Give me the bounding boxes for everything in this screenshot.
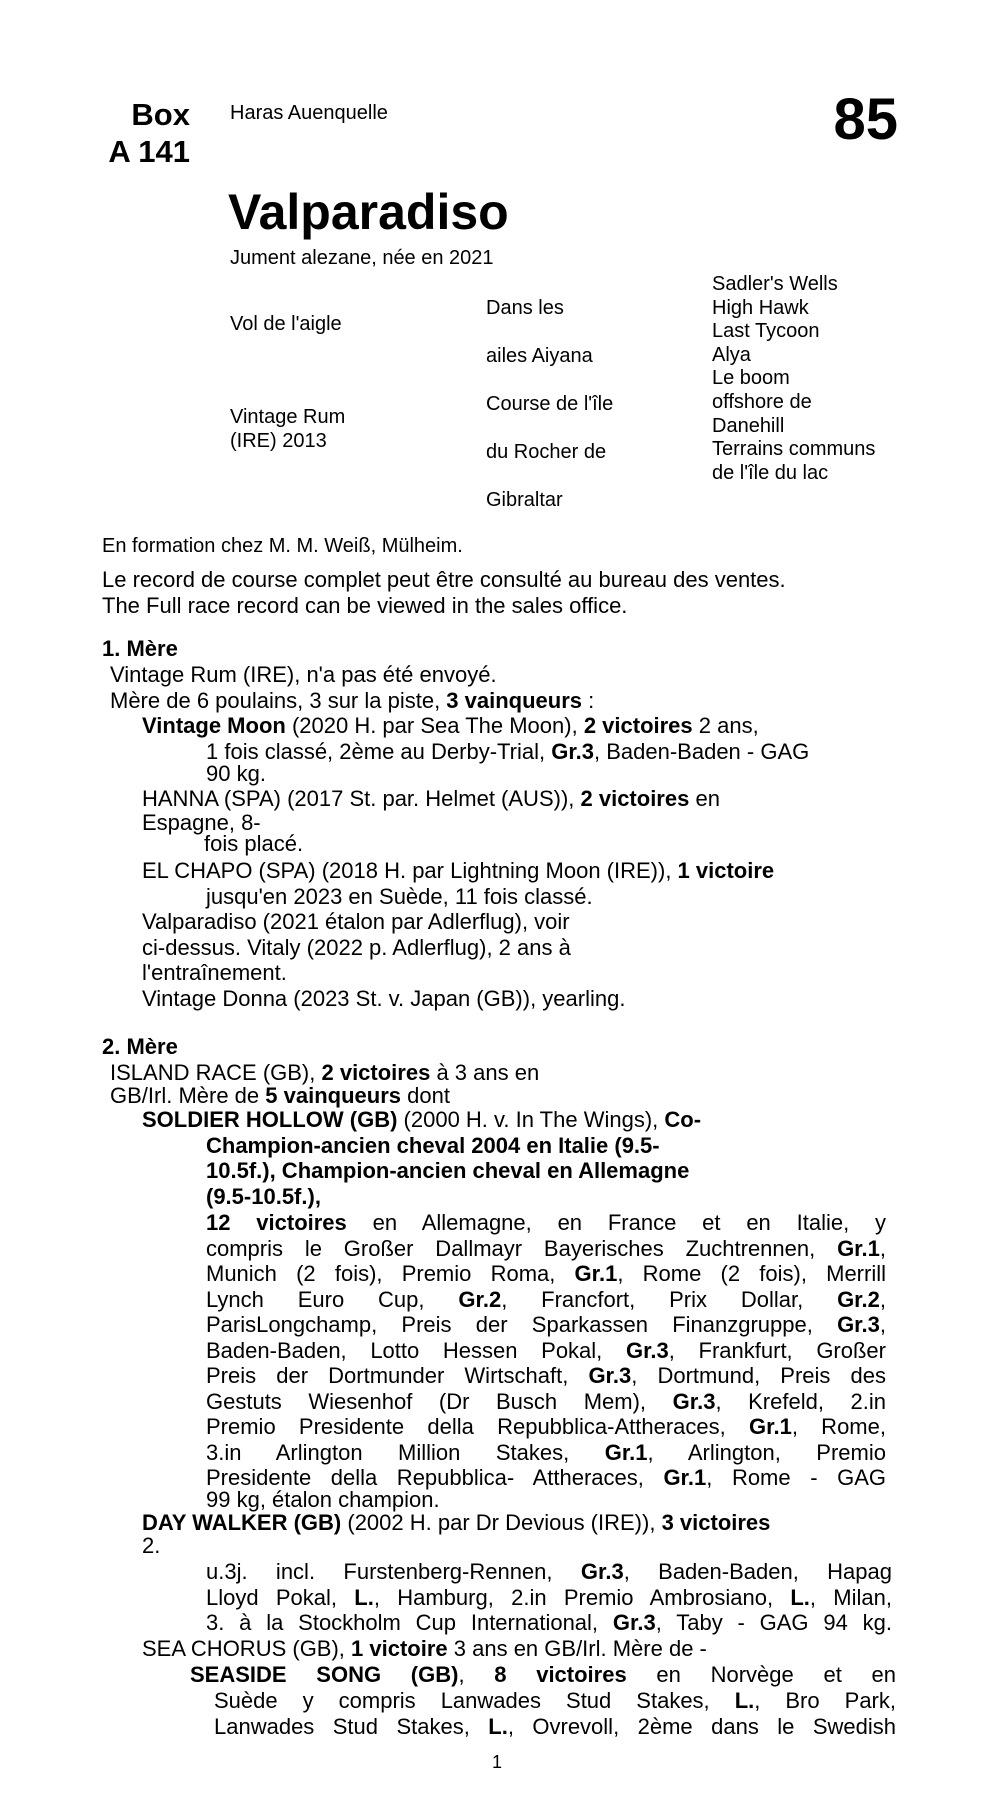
record-note xyxy=(102,567,786,619)
day-walker-record xyxy=(206,1559,892,1636)
pedigree-grandsire-line: ailes Aiyana xyxy=(486,345,593,367)
lot-number: 85 xyxy=(833,87,898,152)
record-line: Premio Presidente della Repubblica-Attheraces, Gr.1, Rome, xyxy=(206,1414,886,1439)
soldier-hollow-record: 12 victoires en Allemagne, en France et en Italie, y compris le Großer Dallmayr Bayerisches Zuchtrennen, Gr.1, Munich (2 fois), Premio Roma, Gr.1, Rome (2 fois), Merrill Lynch Euro Cup, Gr.2, Francfort, Prix Dollar, Gr.2, ParisLongchamp, Preis der Sparkassen Finanzgruppe, Gr.3, Baden-Baden, Lotto Hessen Pokal, Gr.3, Frankfurt, Großer Preis der Dortmunder Wirtschaft, Gr.3, Dortmund, Preis des Gestuts Wiesenhof (Dr Busch Mem), Gr.3, Krefeld, 2.in Premio Presidente della Repubblica-Attheraces, Gr.1, Rome, 3.in Arlington Million Stakes, Gr.1, Arlington, Premio Presidente della Repubblica- Attheraces, Gr.1, Rome - GAG 99 kg, étalon champion. xyxy=(206,1210,887,1512)
record-line: Munich (2 fois), Premio Roma, Gr.1, Rome (2 fois), Merrill xyxy=(206,1261,886,1286)
record-line: Lloyd Pokal, L., Hamburg, 2.in Premio Ambrosiano, L., Milan, xyxy=(206,1584,892,1610)
pedigree-dam-origin: (IRE) 2013 xyxy=(230,430,327,452)
produce-valparadiso: Valparadiso (2021 étalon par Adlerflug), voir ci-dessus. Vitaly (2022 p. Adlerflug), 2 ans à l'entraînement. Vintage Donna (2023 St. v. Japan (GB)), yearling. xyxy=(142,909,626,1011)
pedigree-ggs-line: Le boom xyxy=(712,367,790,390)
box-label-text: Box xyxy=(131,97,190,132)
section-2 xyxy=(102,1034,178,1060)
pedigree-ggs-line: Last Tycoon xyxy=(712,320,820,343)
produce-seaside-song: SEASIDE SONG (GB), 8 victoires en Norvège et en xyxy=(190,1662,896,1687)
record-line: Baden-Baden, Lotto Hessen Pokal, Gr.3, Frankfurt, Großer xyxy=(206,1337,886,1363)
produce-day-walker: DAY WALKER (GB) (2002 H. par Dr Devious (IRE)), 3 victoires 2. xyxy=(142,1510,771,1558)
horse-description: Jument alezane, née en 2021 xyxy=(230,247,494,269)
pedigree-sire: Vol de l'aigle xyxy=(230,313,342,335)
training-note: En formation chez M. M. Weiß, Mülheim. xyxy=(102,535,463,557)
pedigree-ggs-line: Sadler's Wells xyxy=(712,273,838,295)
pedigree-grandsire-line: Course de l'île xyxy=(486,393,614,415)
section-2-heading: 2. Mère xyxy=(102,1034,178,1059)
seaside-song-record xyxy=(214,1688,896,1739)
pedigree-ggs-line: Terrains communs xyxy=(712,438,876,461)
produce-soldier-hollow: SOLDIER HOLLOW (GB) (2000 H. v. In The Wings), Co- Champion-ancien cheval 2004 en Italie (9.5- 10.5f.), Champion-ancien cheval en Allemagne (9.5-10.5f.), xyxy=(142,1107,702,1209)
record-line: u.3j. incl. Furstenberg-Rennen, Gr.3, Baden-Baden, Hapag xyxy=(206,1559,892,1584)
pedigree-dam xyxy=(230,405,345,453)
consignor: Haras Auenquelle xyxy=(230,102,388,124)
pedigree-ggs-line: offshore de xyxy=(712,390,812,413)
produce-hanna: HANNA (SPA) (2017 St. par. Helmet (AUS)), 2 victoires en Espagne, 8- fois placé. xyxy=(142,786,720,856)
section-2-intro: ISLAND RACE (GB), 2 victoires à 3 ans en GB/Irl. Mère de 5 vainqueurs dont xyxy=(110,1060,540,1108)
dam-produce-line: Mère de 6 poulains, 3 sur la piste, 3 vainqueurs : xyxy=(110,687,595,713)
produce-name: SOLDIER HOLLOW (GB) xyxy=(142,1107,398,1132)
record-line: Preis der Dortmunder Wirtschaft, Gr.3, Dortmund, Preis des xyxy=(206,1363,886,1388)
record-line: Suède y compris Lanwades Stud Stakes, L., Bro Park, xyxy=(214,1688,896,1713)
produce-name: DAY WALKER (GB) xyxy=(142,1510,342,1535)
box-label xyxy=(90,96,190,170)
page-number: 1 xyxy=(491,1752,502,1772)
record-note-fr: Le record de course complet peut être consulté au bureau des ventes. xyxy=(102,567,786,592)
record-line: ParisLongchamp, Preis der Sparkassen Finanzgruppe, Gr.3, xyxy=(206,1312,886,1337)
produce-name: Vintage Moon xyxy=(142,713,286,738)
section-1-intro xyxy=(110,662,594,713)
pedigree-ggs-line: Alya xyxy=(712,343,751,366)
produce-sea-chorus: SEA CHORUS (GB), 1 victoire 3 ans en GB/Irl. Mère de - xyxy=(142,1636,707,1661)
produce-el-chapo: EL CHAPO (SPA) (2018 H. par Lightning Moon (IRE)), 1 victoire jusqu'en 2023 en Suède, 11 fois classé. xyxy=(142,858,775,909)
section-1-heading: 1. Mère xyxy=(102,636,178,661)
record-line: Lynch Euro Cup, Gr.2, Francfort, Prix Dollar, Gr.2, xyxy=(206,1286,886,1312)
record-line: Presidente della Repubblica- Attheraces, Gr.1, Rome - GAG xyxy=(206,1465,887,1490)
pedigree-ggs-line: High Hawk xyxy=(712,296,809,319)
record-line: Lanwades Stud Stakes, L., Ovrevoll, 2ème dans le Swedish xyxy=(214,1713,896,1739)
pedigree-ggs-line: de l'île du lac xyxy=(712,461,829,484)
record-line: 3.in Arlington Million Stakes, Gr.1, Arlington, Premio xyxy=(206,1439,886,1465)
pedigree-grandsire-line: Gibraltar xyxy=(486,489,563,511)
produce-vintage-donna: Vintage Donna (2023 St. v. Japan (GB)), yearling. xyxy=(142,985,626,1011)
pedigree-grandsires xyxy=(486,284,613,524)
produce-name: SEASIDE SONG (GB) xyxy=(190,1662,459,1687)
horse-name: Valparadiso xyxy=(228,184,509,240)
pedigree-grandsire-line: Dans les xyxy=(486,297,564,319)
pedigree-dam-name: Vintage Rum xyxy=(230,406,346,428)
produce-vintage-moon: Vintage Moon (2020 H. par Sea The Moon), 2 victoires 2 ans, 1 fois classé, 2ème au Derby-Trial, Gr.3, Baden-Baden - GAG 90 kg. xyxy=(142,713,810,786)
record-note-en: The Full race record can be viewed in the sales office. xyxy=(102,593,628,618)
section-1 xyxy=(102,636,178,662)
record-line: Gestuts Wiesenhof (Dr Busch Mem), Gr.3, Krefeld, 2.in xyxy=(206,1388,886,1414)
pedigree-grandsire-line: du Rocher de xyxy=(486,441,607,463)
pedigree-ggs-line: Danehill xyxy=(712,414,785,437)
dam-line: Vintage Rum (IRE), n'a pas été envoyé. xyxy=(110,662,497,687)
pedigree-great-grandsires xyxy=(712,273,875,485)
box-number: A 141 xyxy=(108,134,190,169)
record-line: 3. à la Stockholm Cup International, Gr.3, Taby - GAG 94 kg. xyxy=(206,1610,892,1635)
record-line: compris le Großer Dallmayr Bayerisches Zuchtrennen, Gr.1, xyxy=(206,1235,886,1261)
